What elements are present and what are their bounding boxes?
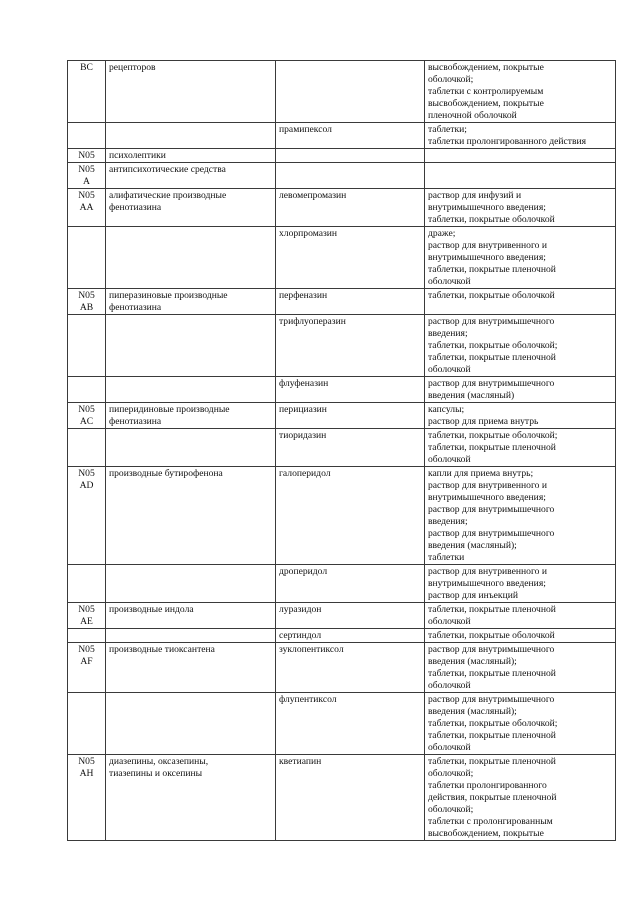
cell-text-line: пиперазиновые производные xyxy=(109,290,228,301)
cell-text-line: введения (масляный); xyxy=(428,706,517,717)
cell-text-line: оболочкой; xyxy=(428,74,474,85)
cell-text-line: трифлуоперазин xyxy=(279,316,346,327)
cell-text-line: внутримышечного введения; xyxy=(428,252,546,263)
atc-code-cell xyxy=(68,315,106,377)
cell-text-line: введения (масляный); xyxy=(428,656,517,667)
cell-text-line: N05 xyxy=(78,164,95,175)
cell-text-line: BC xyxy=(80,62,93,73)
drug-name-cell xyxy=(276,377,425,403)
cell-text-line: фенотиазина xyxy=(109,302,162,313)
atc-code-cell xyxy=(68,289,106,315)
cell-text-line: AD xyxy=(79,480,94,491)
group-name-cell xyxy=(106,61,276,123)
table-row xyxy=(68,693,616,755)
cell-text-line: таблетки, покрытые оболочкой xyxy=(428,290,555,301)
drug-name-cell xyxy=(276,755,425,841)
cell-text-line: N05 xyxy=(78,150,95,161)
cell-text-line: тиазепины и оксепины xyxy=(109,768,203,779)
dosage-forms-cell xyxy=(425,693,616,755)
table-body xyxy=(68,61,616,841)
table-row xyxy=(68,227,616,289)
atc-code-cell xyxy=(68,163,106,189)
group-name-cell xyxy=(106,403,276,429)
atc-code-cell xyxy=(68,403,106,429)
cell-text-line: левомепромазин xyxy=(279,190,347,201)
cell-text-line: оболочкой xyxy=(428,742,471,753)
atc-code-cell xyxy=(68,755,106,841)
cell-text-line: введения (масляный) xyxy=(428,390,515,401)
cell-text-line: N05 xyxy=(78,404,95,415)
cell-text-line: дроперидол xyxy=(279,566,328,577)
cell-text-line: AB xyxy=(79,302,94,313)
table-row xyxy=(68,403,616,429)
atc-code-cell xyxy=(68,629,106,643)
cell-text-line: оболочкой xyxy=(428,454,471,465)
cell-text-line: алифатические производные xyxy=(109,190,227,201)
cell-text-line: таблетки, покрытые пленочной xyxy=(428,352,556,363)
cell-text-line: AC xyxy=(79,416,94,427)
table-row xyxy=(68,149,616,163)
cell-text-line: внутримышечного введения; xyxy=(428,492,546,503)
cell-text-line: таблетки, покрытые оболочкой xyxy=(428,214,555,225)
dosage-forms-cell xyxy=(425,289,616,315)
drug-name-cell xyxy=(276,643,425,693)
atc-code-cell xyxy=(68,603,106,629)
dosage-forms-cell xyxy=(425,149,616,163)
group-name-cell xyxy=(106,377,276,403)
dosage-forms-cell xyxy=(425,565,616,603)
table-row xyxy=(68,189,616,227)
cell-text-line: таблетки, покрытые оболочкой xyxy=(428,630,555,641)
atc-code-cell xyxy=(68,189,106,227)
cell-text-line: раствор для внутримышечного xyxy=(428,644,555,655)
cell-text-line: N05 xyxy=(78,190,95,201)
atc-code-cell xyxy=(68,377,106,403)
dosage-forms-cell xyxy=(425,227,616,289)
cell-text-line: оболочкой xyxy=(428,616,471,627)
dosage-forms-cell xyxy=(425,603,616,629)
cell-text-line: раствор для внутримышечного xyxy=(428,504,555,515)
cell-text-line: таблетки, покрытые пленочной xyxy=(428,264,556,275)
group-name-cell xyxy=(106,693,276,755)
cell-text-line: таблетки, покрытые пленочной xyxy=(428,668,556,679)
dosage-forms-cell xyxy=(425,429,616,467)
atc-code-cell xyxy=(68,227,106,289)
cell-text-line: N05 xyxy=(78,468,95,479)
cell-text-line: производные индола xyxy=(109,604,194,615)
drug-name-cell xyxy=(276,315,425,377)
drug-name-cell xyxy=(276,467,425,565)
cell-text-line: N05 xyxy=(78,604,95,615)
cell-text-line: AF xyxy=(80,656,93,667)
cell-text-line: оболочкой xyxy=(428,680,471,691)
atc-code-cell xyxy=(68,149,106,163)
drug-name-cell xyxy=(276,693,425,755)
cell-text-line: капли для приема внутрь; xyxy=(428,468,534,479)
drug-name-cell xyxy=(276,189,425,227)
drug-name-cell xyxy=(276,403,425,429)
cell-text-line: таблетки пролонгированного действия xyxy=(428,136,587,147)
cell-text-line: таблетки, покрытые пленочной xyxy=(428,756,556,767)
drug-name-cell xyxy=(276,629,425,643)
cell-text-line: таблетки с пролонгированным xyxy=(428,816,553,827)
cell-text-line: раствор для внутримышечного xyxy=(428,378,555,389)
table-row xyxy=(68,315,616,377)
cell-text-line: таблетки, покрытые оболочкой; xyxy=(428,718,558,729)
group-name-cell xyxy=(106,629,276,643)
drug-name-cell xyxy=(276,565,425,603)
dosage-forms-cell xyxy=(425,189,616,227)
cell-text-line: производные тиоксантена xyxy=(109,644,215,655)
cell-text-line: оболочкой; xyxy=(428,768,474,779)
cell-text-line: фенотиазина xyxy=(109,416,162,427)
table-row xyxy=(68,61,616,123)
drug-name-cell xyxy=(276,227,425,289)
table-row xyxy=(68,603,616,629)
cell-text-line: внутримышечного введения; xyxy=(428,202,546,213)
drug-name-cell xyxy=(276,149,425,163)
cell-text-line: пиперидиновые производные xyxy=(109,404,230,415)
cell-text-line: рецепторов xyxy=(109,62,156,73)
atc-code-cell xyxy=(68,467,106,565)
cell-text-line: оболочкой xyxy=(428,364,471,375)
cell-text-line: фенотиазина xyxy=(109,202,162,213)
table-row xyxy=(68,643,616,693)
medications-table xyxy=(67,60,616,841)
drug-name-cell xyxy=(276,289,425,315)
cell-text-line: зуклопентиксол xyxy=(279,644,344,655)
group-name-cell xyxy=(106,643,276,693)
cell-text-line: прамипексол xyxy=(279,124,332,135)
table-row xyxy=(68,629,616,643)
table-row xyxy=(68,467,616,565)
cell-text-line: введения; xyxy=(428,328,468,339)
cell-text-line: таблетки с контролируемым xyxy=(428,86,544,97)
table-row xyxy=(68,429,616,467)
cell-text-line: таблетки; xyxy=(428,124,467,135)
cell-text-line: AE xyxy=(80,616,93,627)
atc-code-cell xyxy=(68,61,106,123)
cell-text-line: N05 xyxy=(78,756,95,767)
cell-text-line: перфеназин xyxy=(279,290,328,301)
group-name-cell xyxy=(106,315,276,377)
group-name-cell xyxy=(106,149,276,163)
cell-text-line: введения (масляный); xyxy=(428,540,517,551)
cell-text-line: раствор для внутримышечного xyxy=(428,316,555,327)
dosage-forms-cell xyxy=(425,467,616,565)
cell-text-line: перициазин xyxy=(279,404,327,415)
table-row xyxy=(68,755,616,841)
cell-text-line: таблетки, покрытые оболочкой; xyxy=(428,430,558,441)
cell-text-line: таблетки xyxy=(428,552,465,563)
cell-text-line: внутримышечного введения; xyxy=(428,578,546,589)
cell-text-line: раствор для внутримышечного xyxy=(428,694,555,705)
group-name-cell xyxy=(106,189,276,227)
cell-text-line: таблетки, покрытые пленочной xyxy=(428,604,556,615)
cell-text-line: высвобождением, покрытые xyxy=(428,98,544,109)
cell-text-line: таблетки, покрытые пленочной xyxy=(428,442,556,453)
table-row xyxy=(68,163,616,189)
group-name-cell xyxy=(106,163,276,189)
cell-text-line: галоперидол xyxy=(279,468,331,479)
cell-text-line: капсулы; xyxy=(428,404,465,415)
group-name-cell xyxy=(106,755,276,841)
cell-text-line: оболочкой; xyxy=(428,804,474,815)
drug-name-cell xyxy=(276,123,425,149)
drug-name-cell xyxy=(276,603,425,629)
cell-text-line: N05 xyxy=(78,290,95,301)
cell-text-line: AA xyxy=(79,202,94,213)
table-row xyxy=(68,377,616,403)
dosage-forms-cell xyxy=(425,123,616,149)
cell-text-line: пленочной оболочкой xyxy=(428,110,517,121)
dosage-forms-cell xyxy=(425,403,616,429)
group-name-cell xyxy=(106,565,276,603)
cell-text-line: N05 xyxy=(78,644,95,655)
atc-code-cell xyxy=(68,565,106,603)
table-row xyxy=(68,289,616,315)
drug-name-cell xyxy=(276,61,425,123)
cell-text-line: психолептики xyxy=(109,150,166,161)
atc-code-cell xyxy=(68,429,106,467)
dosage-forms-cell xyxy=(425,755,616,841)
cell-text-line: диазепины, оксазепины, xyxy=(109,756,209,767)
cell-text-line: антипсихотические средства xyxy=(109,164,226,175)
group-name-cell xyxy=(106,467,276,565)
cell-text-line: таблетки, покрытые пленочной xyxy=(428,730,556,741)
table-row xyxy=(68,565,616,603)
dosage-forms-cell xyxy=(425,629,616,643)
cell-text-line: раствор для внутривенного и xyxy=(428,480,547,491)
group-name-cell xyxy=(106,429,276,467)
cell-text-line: раствор для приема внутрь xyxy=(428,416,539,427)
cell-text-line: тиоридазин xyxy=(279,430,327,441)
cell-text-line: флуфеназин xyxy=(279,378,329,389)
cell-text-line: таблетки пролонгированного xyxy=(428,780,547,791)
cell-text-line: кветиапин xyxy=(279,756,322,767)
dosage-forms-cell xyxy=(425,163,616,189)
cell-text-line: раствор для инфузий и xyxy=(428,190,522,201)
cell-text-line: раствор для внутривенного и xyxy=(428,240,547,251)
cell-text-line: флупентиксол xyxy=(279,694,337,705)
cell-text-line: высвобождением, покрытые xyxy=(428,62,544,73)
cell-text-line: высвобождением, покрытые xyxy=(428,828,544,839)
cell-text-line: введения; xyxy=(428,516,468,527)
dosage-forms-cell xyxy=(425,61,616,123)
group-name-cell xyxy=(106,123,276,149)
cell-text-line: AH xyxy=(79,768,94,779)
cell-text-line: оболочкой xyxy=(428,276,471,287)
group-name-cell xyxy=(106,603,276,629)
cell-text-line: раствор для внутримышечного xyxy=(428,528,555,539)
table-row xyxy=(68,123,616,149)
drug-name-cell xyxy=(276,429,425,467)
atc-code-cell xyxy=(68,693,106,755)
dosage-forms-cell xyxy=(425,643,616,693)
cell-text-line: производные бутирофенона xyxy=(109,468,223,479)
cell-text-line: раствор для внутривенного и xyxy=(428,566,547,577)
cell-text-line: сертиндол xyxy=(279,630,322,641)
dosage-forms-cell xyxy=(425,315,616,377)
cell-text-line: действия, покрытые пленочной xyxy=(428,792,557,803)
cell-text-line: A xyxy=(83,176,90,187)
atc-code-cell xyxy=(68,643,106,693)
cell-text-line: таблетки, покрытые оболочкой; xyxy=(428,340,558,351)
drug-name-cell xyxy=(276,163,425,189)
group-name-cell xyxy=(106,289,276,315)
cell-text-line: драже; xyxy=(428,228,456,239)
cell-text-line: хлорпромазин xyxy=(279,228,338,239)
cell-text-line: луразидон xyxy=(279,604,322,615)
group-name-cell xyxy=(106,227,276,289)
dosage-forms-cell xyxy=(425,377,616,403)
atc-code-cell xyxy=(68,123,106,149)
cell-text-line: раствор для инъекций xyxy=(428,590,518,601)
